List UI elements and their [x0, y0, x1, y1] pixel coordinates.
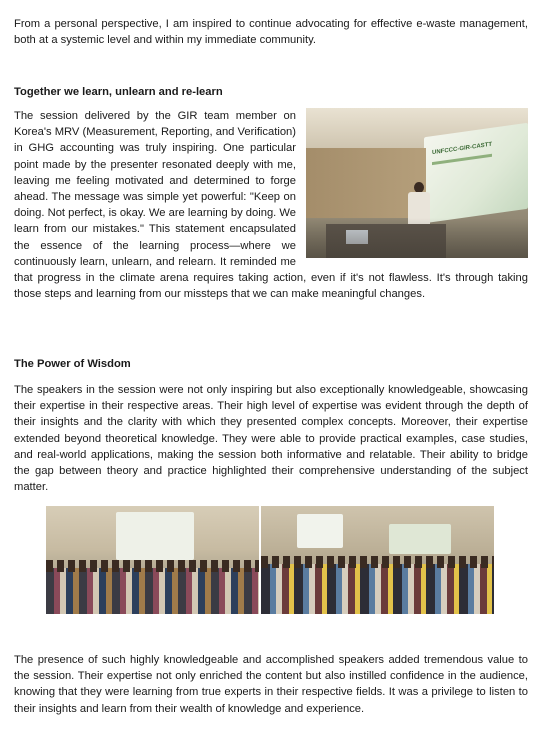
closing-paragraph: The presence of such highly knowledgeable and accomplished speakers added tremendous value to the session. Their expertise not only enriched the content but also instilled confidence in the audience, knowing that they were learning from true experts in their respective fields. It was a privilege to listen to their insights and learn from their wealth of knowledge and experience. — [14, 654, 528, 715]
section-learn — [14, 108, 528, 302]
group-people — [46, 568, 259, 614]
section-heading-learn: Together we learn, unlearn and re-learn — [14, 86, 223, 98]
intro-paragraph: From a personal perspective, I am inspired to continue advocating for effective e-waste management, both at a systemic level and within my immediate community. — [14, 18, 528, 47]
group-people — [261, 564, 494, 614]
group-heads — [261, 556, 494, 568]
group-photos — [46, 506, 494, 614]
section-heading-wisdom: The Power of Wisdom — [14, 358, 131, 370]
section-wisdom-body: The speakers in the session were not only inspiring but also exceptionally knowledgeable, showcasing their expertise in their respective areas. Their high level of expertise was evident through the depth of their insights and the clarity with which they presented complex concepts. Moreover, their expertise extended beyond theoretical knowledge. They were able to provide practical examples, case studies, and real-world applications, making the session both informative and relatable. Their ability to bridge the gap between theory and practice highlighted their comprehensive understanding of the subject matter. — [14, 384, 528, 494]
group-photo-left — [46, 506, 259, 614]
floor-shade — [306, 218, 528, 258]
projection-screen — [424, 123, 528, 224]
banner-2 — [389, 524, 451, 554]
projection-screen — [116, 512, 194, 560]
screen-title: UNFCCC-GIR-CASTT — [432, 141, 492, 157]
group-photo-right — [261, 506, 494, 614]
banner — [297, 514, 343, 548]
group-heads — [46, 560, 259, 572]
presenter-photo — [306, 108, 528, 258]
section-learn-body: The session delivered by the GIR team member on Korea's MRV (Measurement, Reporting, and Verification) in GHG accounting was truly inspiring. One particular point made by the presenter resonated deeply with me, leaving me feeling motivated and determined to forge ahead. The message was simple yet powerful: "Keep on doing. Not perfect, is okay. We are learning by doing. We learn from our mistakes." This statement encapsulated the essence of the learning process—where we continuously learn, unlearn, and relearn. It reminded me that progress in the climate arena requires taking action, even if it's not flawless. It's through taking those steps and learning from our missteps that we can make meaningful changes. — [14, 110, 528, 301]
